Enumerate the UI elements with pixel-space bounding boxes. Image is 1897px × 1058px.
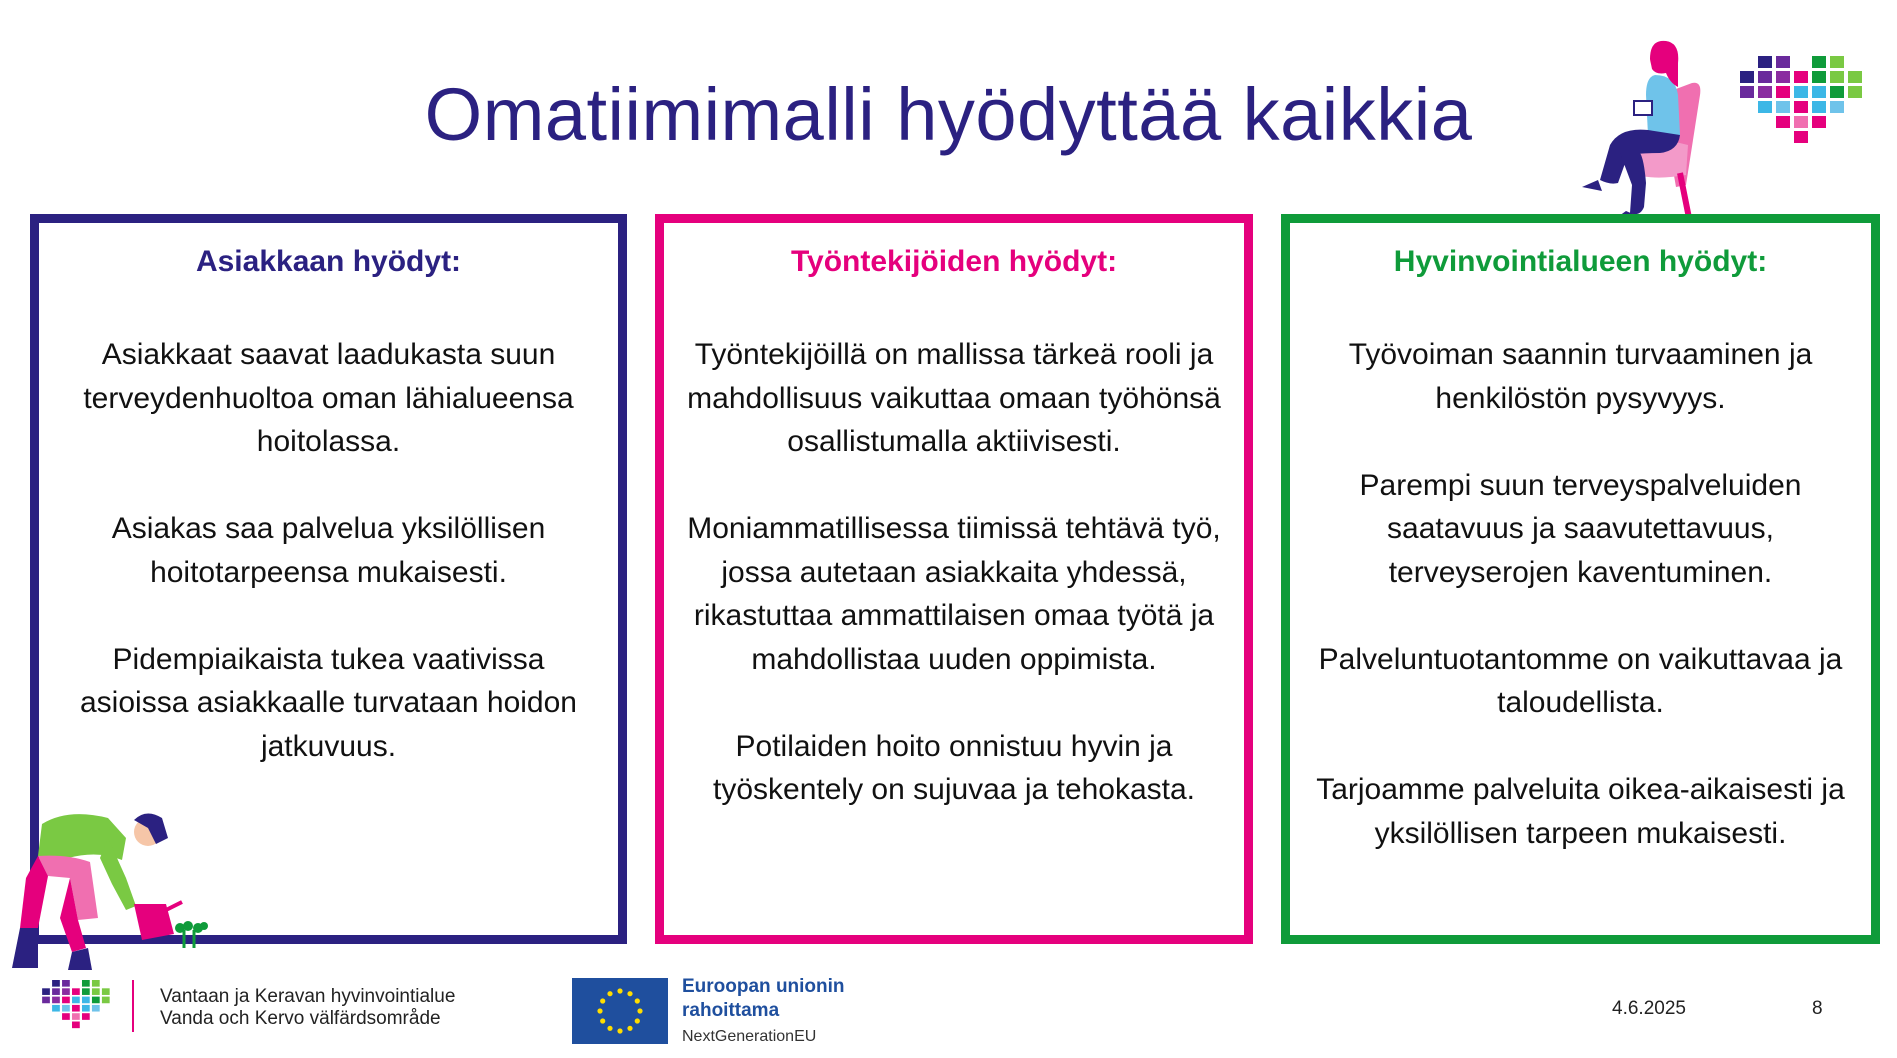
region-benefit-paragraph: Parempi suun terveyspalveluiden saatavuus ja saavutettavuus, terveyserojen kaventuminen.	[1359, 468, 1802, 589]
employee-benefits-box	[655, 214, 1253, 944]
region-benefit-paragraph: Työvoiman saannin turvaaminen ja henkilöstön pysyvyys.	[1348, 338, 1813, 415]
employee-benefit-paragraph: Potilaiden hoito onnistuu hyvin ja työskentely on sujuvaa ja tehokasta.	[713, 729, 1195, 806]
woman-in-armchair-illustration	[1560, 35, 1740, 230]
region-benefit-paragraph: Tarjoamme palveluita oikea-aikaisesti ja yksilöllisen tarpeen mukaisesti.	[1316, 773, 1845, 850]
region-benefits-text	[1306, 333, 1855, 899]
eu-funding-program: NextGenerationEU	[682, 1028, 817, 1045]
pixel-heart-icon	[1740, 56, 1866, 168]
employee-benefit-paragraph: Työntekijöillä on mallissa tärkeä rooli ja mahdollisuus vaikuttaa omaan työhönsä osallistumalla aktiivisesti.	[687, 338, 1221, 458]
client-benefit-paragraph: Asiakkaat saavat laadukasta suun terveydenhuoltoa oman lähialueensa hoitolassa.	[83, 338, 574, 458]
client-benefit-paragraph: Pidempiaikaista tukea vaativissa asioissa asiakkaalle turvataan hoidon jatkuvuus.	[80, 642, 577, 763]
slide-title: Omatiimimalli hyödyttää kaikkia	[424, 73, 1473, 156]
eu-flag-icon	[572, 978, 668, 1044]
footer-divider	[132, 980, 134, 1032]
slide-number: 8	[1812, 998, 1823, 1019]
client-benefit-paragraph: Asiakas saa palvelua yksilöllisen hoitotarpeensa mukaisesti.	[111, 512, 546, 589]
region-benefit-paragraph: Palveluntuotantomme on vaikuttavaa ja taloudellista.	[1318, 642, 1843, 719]
eu-funding-line2: rahoittama	[682, 1000, 780, 1021]
org-name-sv: Vanda och Kervo välfärdsområde	[160, 1008, 441, 1029]
org-name-fi: Vantaan ja Keravan hyvinvointialue	[160, 986, 456, 1007]
region-benefits-box	[1281, 214, 1880, 944]
pixel-heart-icon	[42, 980, 112, 1042]
slide-date: 4.6.2025	[1612, 998, 1686, 1019]
employee-benefits-heading: Työntekijöiden hyödyt:	[790, 245, 1118, 278]
gardener-watering-plants-illustration	[8, 798, 218, 978]
client-benefits-heading: Asiakkaan hyödyt:	[195, 245, 462, 278]
eu-funding-line1: Euroopan unionin	[682, 976, 845, 997]
client-benefits-text	[55, 333, 602, 812]
employee-benefits-text	[680, 333, 1228, 855]
region-benefits-heading: Hyvinvointialueen hyödyt:	[1393, 245, 1768, 278]
employee-benefit-paragraph: Moniammatillisessa tiimissä tehtävä työ, jossa autetaan asiakkaita yhdessä, rikastuttaa ammattilaisen omaa työtä ja mahdollistaa uuden oppimista.	[687, 512, 1221, 676]
